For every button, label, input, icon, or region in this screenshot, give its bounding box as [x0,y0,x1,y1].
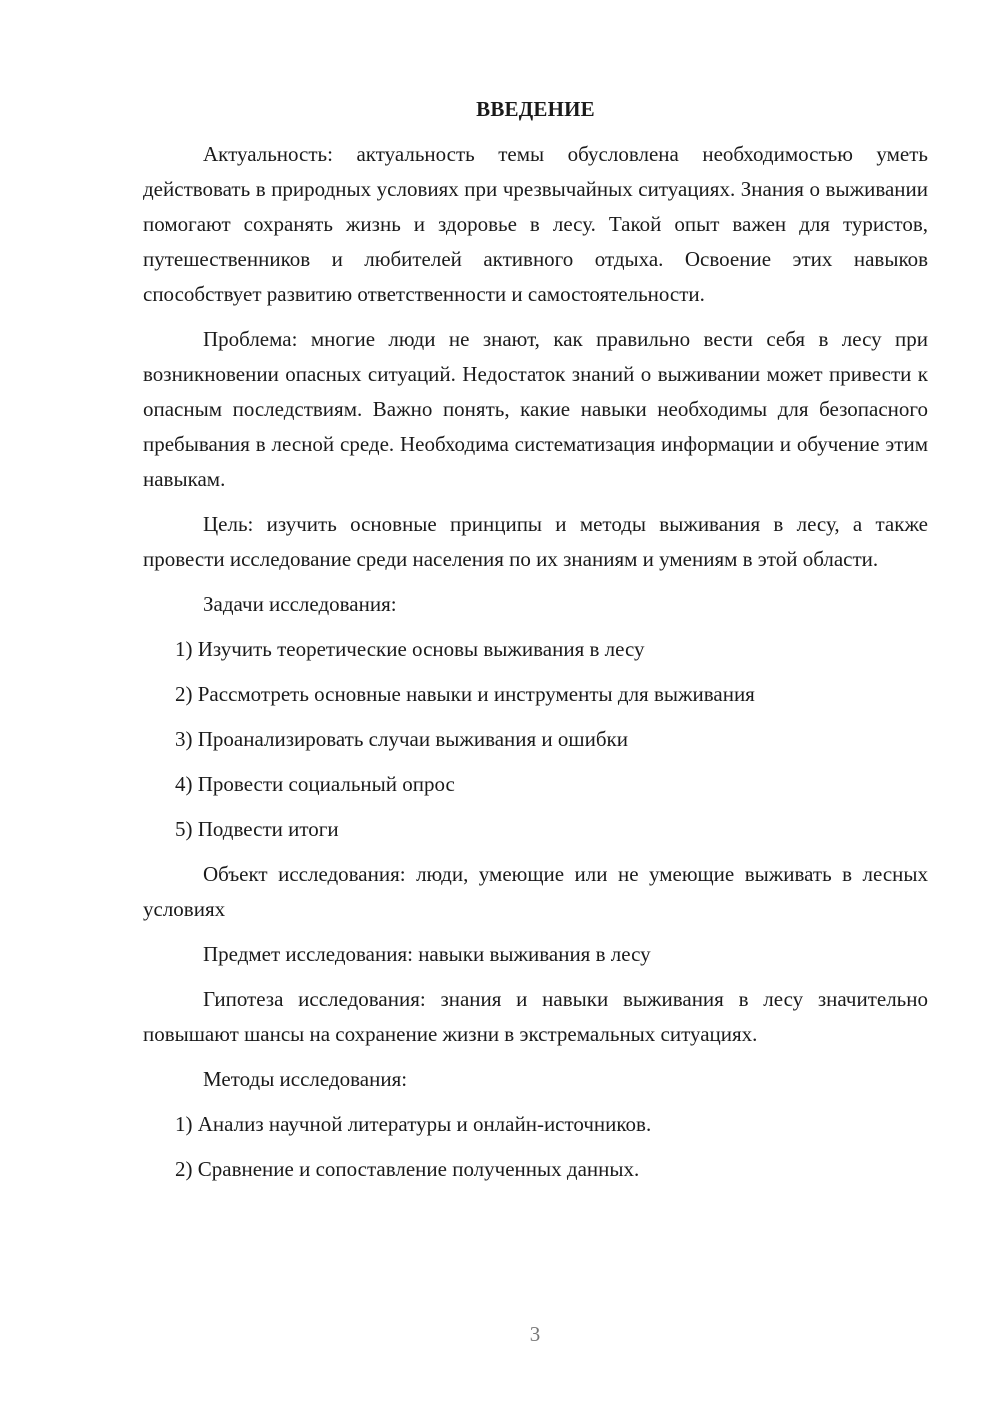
methods-heading: Методы исследования: [203,1067,408,1091]
document-page [143,92,928,1197]
subject-paragraph: Предмет исследования: навыки выживания в лесу [203,942,651,966]
task-item: 3) Проанализировать случаи выживания и ошибки [175,727,628,751]
methods-list [143,1107,928,1187]
method-item: 2) Сравнение и сопоставление полученных данных. [175,1157,640,1181]
section-title: ВВЕДЕНИЕ [476,97,595,121]
page-number: 3 [529,1322,541,1346]
hypothesis-paragraph: Гипотеза исследования: знания и навыки выживания в лесу значительно повышают шансы на сохранение жизни в экстремальных ситуациях. [143,987,928,1046]
method-item: 1) Анализ научной литературы и онлайн-источников. [175,1112,652,1136]
tasks-heading: Задачи исследования: [203,592,397,616]
task-item: 5) Подвести итоги [175,817,339,841]
relevance-paragraph: Актуальность: актуальность темы обусловлена необходимостью уметь действовать в природных условиях при чрезвычайных ситуациях. Знания о выживании помогают сохранять жизнь и здоровье в лесу. Такой опыт важен для туристов, путешественников и любителей активного отдыха. Освоение этих навыков способствует развитию ответственности и самостоятельности. [143,142,928,306]
tasks-list [143,632,928,847]
task-item: 1) Изучить теоретические основы выживания в лесу [175,637,645,661]
task-item: 4) Провести социальный опрос [175,772,455,796]
object-paragraph: Объект исследования: люди, умеющие или не умеющие выживать в лесных условиях [143,862,928,921]
problem-paragraph: Проблема: многие люди не знают, как правильно вести себя в лесу при возникновении опасных ситуаций. Недостаток знаний о выживании может привести к опасным последствиям. Важно понять, какие навыки необходимы для безопасного пребывания в лесной среде. Необходима систематизация информации и обучение этим навыкам. [143,327,928,491]
task-item: 2) Рассмотреть основные навыки и инструменты для выживания [175,682,755,706]
goal-paragraph: Цель: изучить основные принципы и методы выживания в лесу, а также провести исследование среди населения по их знаниям и умениям в этой области. [143,512,928,571]
